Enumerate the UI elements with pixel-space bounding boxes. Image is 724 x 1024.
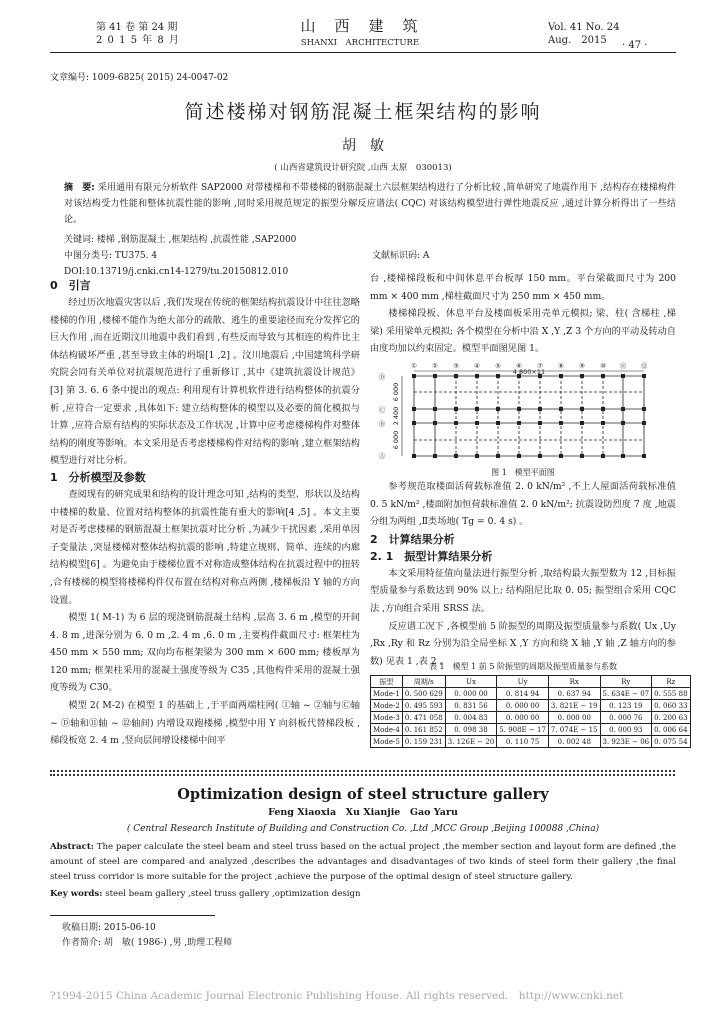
axis-label: Ⓓ bbox=[378, 373, 386, 381]
page-number: · 47 · bbox=[622, 40, 648, 51]
table-cell: 0. 831 56 bbox=[445, 700, 497, 712]
table-row bbox=[371, 700, 691, 712]
table-cell: 0. 471 058 bbox=[402, 712, 445, 724]
author-name: 胡 敏 bbox=[342, 138, 384, 154]
header-volume-en: Vol. 41 No. 24 bbox=[548, 22, 620, 33]
english-keywords-text: steel beam gallery ,steel truss gallery ,optimization design bbox=[105, 889, 361, 899]
section-divider bbox=[50, 770, 675, 772]
document-code: 文献标识码: A bbox=[372, 251, 430, 261]
table-cell: 0. 814 94 bbox=[497, 688, 549, 700]
axis-label: ⑩ bbox=[600, 362, 606, 370]
table-cell: 0. 000 93 bbox=[600, 724, 652, 736]
table-cell: 7. 074E − 15 bbox=[548, 724, 600, 736]
loads-paragraph: 参考规范取楼面活荷载标准值 2. 0 kN/m² ,不上人屋面活荷载标准值 0. 5 kN/m² ,楼面附加恒荷载标准值 2. 0 kN/m²; 抗震设防烈度 7 度 ,地震分组为两组 ,Ⅱ类场地( Tg = 0. 4 s) 。 bbox=[370, 481, 676, 528]
english-abstract-text: The paper calculate the steel beam and steel truss based on the actual project ,the member section and layout form are defined ,the amount of steel are compared and analyzed ,describes the advantages and disadvantages of two kinds of steel form their gallery ,the final steel truss corridor is more suitable for the project ,achieve the purpose of the optimal design of steel structure gallery. bbox=[50, 842, 677, 882]
section-0-heading: 0 引言 bbox=[50, 279, 91, 292]
table-cell: 0. 006 64 bbox=[652, 724, 690, 736]
axis-label: Ⓑ bbox=[378, 420, 386, 428]
table-caption: 表 1 模型 1 前 5 阶振型的周期及振型质量参与系数 bbox=[429, 662, 617, 671]
header-journal-cn: 山 西 建 筑 bbox=[300, 17, 420, 35]
header-volume-cn: 第 41 卷 第 24 期 bbox=[96, 22, 178, 33]
table-header: 周期/s bbox=[402, 676, 445, 688]
english-abstract-label: Abstract: bbox=[50, 842, 94, 852]
table-cell: 5. 634E − 07 bbox=[600, 688, 652, 700]
section-1-paragraph-2: 模型 1( M-1) 为 6 层的现浇钢筋混凝土结构 ,层高 3. 6 m ,模型的开间 4. 8 m ,进深分别为 6. 0 m ,2. 4 m ,6. 0 m ,主要构件截面尺寸: 框架柱为 450 mm × 550 mm; 双向均布框架梁为 300 mm × 600 mm; 楼板厚为 120 mm; 框架柱采用的混凝土强度等级为 C35 ,其他构件采用的混凝土强度等级为 C30。 bbox=[50, 612, 360, 694]
footnote-rule bbox=[50, 915, 215, 916]
author-biography: 作者简介: 胡 敏( 1986-) ,男 ,助理工程师 bbox=[62, 938, 233, 948]
table-cell: 0. 075 54 bbox=[652, 736, 690, 748]
header-date-en: Aug. 2015 bbox=[548, 35, 607, 46]
table-row bbox=[371, 724, 691, 736]
section-0-paragraph: 经过历次地震灾害以后 ,我们发现在传统的框架结构抗震设计中往往忽略楼梯的作用 ,楼梯不能作为绝大部分的疏散、逃生的重要途径而充分发挥它的巨大作用 ,而在近期汶川地震中我们看到 ,有些反而导致与其相连的构件比主体结构破坏严重 ,甚至导致主体的坍塌[1 ,2] 。汶川地震后 ,中国建筑科学研究院会同有关单位对抗震规范进行了重新修订 ,其中《建筑抗震设计规范》[3] 第 3. 6. 6 条中提出的观点: 利用现有计算机软件进行结构整体的抗震分析 ,应符合一定要求 ,具体如下: 建立结构整体的模型以及必要的简化模拟与计算 ,应符合原有结构的实际状态及工作状况 ,计算中应考虑楼梯构件对整体结构的刚度等影响。本文采用是否考虑楼梯构件对结构的影响 ,建立框架结构模型进行对比分析。 bbox=[50, 297, 360, 467]
english-abstract bbox=[50, 840, 676, 885]
section-2-1-paragraph-2: 反应谱工况下 ,各模型前 5 阶振型的周期及振型质量参与系数( Ux ,Uy ,Rx ,Ry 和 Rz 分别为沿全局坐标 X ,Y 方向和绕 X 轴 ,Y 轴 ,Z 轴方向的参数) 见表 1 ,表 2 。 bbox=[370, 620, 676, 667]
doi: DOI:10.13719/j.cnki.cn14-1279/tu.20150812.010 bbox=[64, 267, 289, 277]
axis-label: ⑨ bbox=[579, 362, 585, 370]
left-column bbox=[50, 278, 360, 750]
axis-label: ③ bbox=[453, 362, 459, 370]
received-date: 收稿日期: 2015-06-10 bbox=[62, 923, 156, 933]
table-cell: 0. 004 83 bbox=[445, 712, 497, 724]
table-cell: 0. 500 629 bbox=[402, 688, 445, 700]
section-1-heading: 1 分析模型及参数 bbox=[50, 470, 146, 484]
abstract-cn bbox=[64, 180, 676, 228]
axis-label: ⑧ bbox=[558, 362, 564, 370]
abstract-text: 采用通用有限元分析软件 SAP2000 对带楼梯和不带楼梯的钢筋混凝土六层框架结构进行了分析比较 ,简单研究了地震作用下 ,结构存在楼梯构件对该结构受力性能和整体抗震性能的影响 ,同时采用规范规定的振型分解反应谱法( CQC) 对该结构模型进行弹性地震反应 ,通过计算分析得出了一些结论。 bbox=[64, 183, 676, 225]
table-cell: 0. 000 00 bbox=[497, 700, 549, 712]
axis-label: ⑤ bbox=[495, 362, 501, 370]
table-cell: 0. 002 48 bbox=[548, 736, 600, 748]
section-2-1-heading: 2. 1 振型计算结果分析 bbox=[370, 549, 493, 563]
table-cell: 3. 126E − 20 bbox=[445, 736, 497, 748]
table-cell: 0. 159 231 bbox=[402, 736, 445, 748]
header-rule bbox=[50, 52, 676, 53]
table-cell: 0. 200 63 bbox=[652, 712, 690, 724]
axis-label: ⑥ bbox=[516, 362, 522, 370]
table-cell: Mode-2 bbox=[371, 700, 403, 712]
right-paragraph-top: 台 ,楼梯梯段板和中间休息平台板厚 150 mm。平台梁截面尺寸为 200 mm × 400 mm ,梯柱截面尺寸为 250 mm × 450 mm。 bbox=[370, 273, 676, 302]
english-affiliation: ( Central Research Institute of Building and Construction Co. ,Ltd ,MCC Group ,Beijing 100088 ,China) bbox=[126, 824, 600, 834]
table-row bbox=[371, 712, 691, 724]
axis-label: ⑪ bbox=[619, 362, 627, 370]
axis-label: ④ bbox=[474, 362, 480, 370]
axis-label: Ⓒ bbox=[378, 406, 386, 414]
modal-table bbox=[370, 675, 691, 748]
table-cell: Mode-1 bbox=[371, 688, 403, 700]
table-cell: 0. 000 00 bbox=[445, 688, 497, 700]
table-cell: 3. 923E − 06 bbox=[600, 736, 652, 748]
table-header: 振型 bbox=[371, 676, 403, 688]
english-authors: Feng Xiaoxia Xu Xianjie Gao Yaru bbox=[268, 807, 458, 818]
table-cell: 0. 637 94 bbox=[548, 688, 600, 700]
table-cell: 0. 098 38 bbox=[445, 724, 497, 736]
table-cell: 0. 000 00 bbox=[497, 712, 549, 724]
section-1-paragraph-1: 查阅现有的研究成果和结构的设计理念可知 ,结构的类型、形状以及结构中楼梯的数量、位置对结构整体的抗震性能有重大的影响[4 ,5] 。本文主要对是否考虑楼梯的钢筋混凝土框架抗震对比分析 ,为减少干扰因素 ,采用单因子变量法 ,突显楼梯对整体结构抗震的影响 ,特建立规则、简单、连续的内廊结构模型[6] 。为避免由于楼梯位置不对称造成整体结构在抗震过程中的扭转 ,合有楼梯的模型将楼梯构件仅布置在结构对称点两侧 ,楼梯板沿 Y 轴的方向设置。 bbox=[50, 488, 360, 606]
table-cell: 0. 060 33 bbox=[652, 700, 690, 712]
table-cell: 0. 000 00 bbox=[548, 712, 600, 724]
table-cell: Mode-4 bbox=[371, 724, 403, 736]
copyright-notice: ?1994-2015 China Academic Journal Electronic Publishing House. All rights reserved. http://www.cnki.net bbox=[50, 990, 624, 1002]
right-column-bottom bbox=[370, 478, 676, 670]
table-cell: 0. 495 593 bbox=[402, 700, 445, 712]
table-header: Rz bbox=[652, 676, 690, 688]
table-row bbox=[371, 688, 691, 700]
clc-number: 中图分类号: TU375. 4 bbox=[64, 251, 158, 261]
table-cell: 0. 555 88 bbox=[652, 688, 690, 700]
table-cell: 0. 123 19 bbox=[600, 700, 652, 712]
article-number: 文章编号: 1009-6825( 2015) 24-0047-02 bbox=[50, 73, 229, 83]
table-header: Rx bbox=[548, 676, 600, 688]
table-cell: 3. 821E − 19 bbox=[548, 700, 600, 712]
dimension-label: 6 000 bbox=[392, 430, 400, 450]
section-divider bbox=[50, 774, 675, 776]
section-2-heading: 2 计算结果分析 bbox=[370, 532, 455, 546]
right-column-top bbox=[370, 270, 676, 358]
author-affiliation: ( 山西省建筑设计研究院 ,山西 太原 030013) bbox=[274, 163, 452, 173]
table-header-row bbox=[371, 676, 691, 688]
table-cell: Mode-5 bbox=[371, 736, 403, 748]
header-date-cn: 2 0 1 5 年 8 月 bbox=[96, 35, 180, 46]
table-cell: 5. 908E − 17 bbox=[497, 724, 549, 736]
table-header: Ux bbox=[445, 676, 497, 688]
table-row bbox=[371, 736, 691, 748]
section-1-paragraph-3: 模型 2( M-2) 在模型 1 的基础上 ,于平面两端柱网( ①轴 ~ ②轴与Ⓒ轴 ~ Ⓓ轴和⑪轴 ~ ⑫轴间) 内增设双跑楼梯 ,模型中用 Y 向斜板代替梯段板 ,梯段板宽 2. 4 m ,竖向层间增设楼梯中间平 bbox=[50, 700, 360, 747]
keywords-cn: 关键词: 楼梯 ,钢筋混凝土 ,框架结构 ,抗震性能 ,SAP2000 bbox=[64, 235, 297, 245]
english-keywords-label: Key words: bbox=[50, 889, 103, 899]
figure-caption: 图 1 模型平面图 bbox=[491, 468, 555, 477]
page-title: 简述楼梯对钢筋混凝土框架结构的影响 bbox=[184, 101, 542, 123]
section-2-1-paragraph-1: 本文采用特征值向量法进行振型分析 ,取结构最大振型数为 12 ,目标振型质量参与系数达到 90% 以上; 结构阻尼比取 0. 05; 振型组合采用 CQC 法 ,方向组合采用 SRSS 法。 bbox=[370, 567, 676, 614]
english-keywords bbox=[50, 887, 676, 901]
table-header: Uy bbox=[497, 676, 549, 688]
english-title: Optimization design of steel structure gallery bbox=[177, 786, 549, 803]
axis-label: ⑦ bbox=[537, 362, 543, 370]
abstract-label: 摘 要: bbox=[64, 183, 95, 193]
table-header: Ry bbox=[600, 676, 652, 688]
axis-label: Ⓐ bbox=[378, 452, 386, 460]
right-paragraph-model: 楼梯梯段板、休息平台及楼面板采用壳单元模拟; 梁、柱( 含梯柱 ,梯梁) 采用梁单元模拟; 各个模型在分析中沿 X ,Y ,Z 3 个方向的平动及转动自由度均加以约束固定。模型平面图见图 1。 bbox=[370, 308, 676, 355]
model-plan-figure bbox=[374, 362, 664, 464]
table-cell: 0. 161 852 bbox=[402, 724, 445, 736]
axis-label: ⑫ bbox=[640, 362, 648, 370]
header-journal-en: SHANXI ARCHITECTURE bbox=[300, 38, 420, 48]
table-cell: 0. 110 75 bbox=[497, 736, 549, 748]
dimension-label: 6 000 bbox=[392, 382, 400, 402]
axis-label: ② bbox=[432, 362, 438, 370]
dimension-label: 2 400 bbox=[392, 406, 400, 426]
table-cell: Mode-3 bbox=[371, 712, 403, 724]
axis-label: ① bbox=[411, 362, 417, 370]
table-cell: 0. 000 76 bbox=[600, 712, 652, 724]
dimension-label: 4 800×11 bbox=[512, 368, 546, 376]
